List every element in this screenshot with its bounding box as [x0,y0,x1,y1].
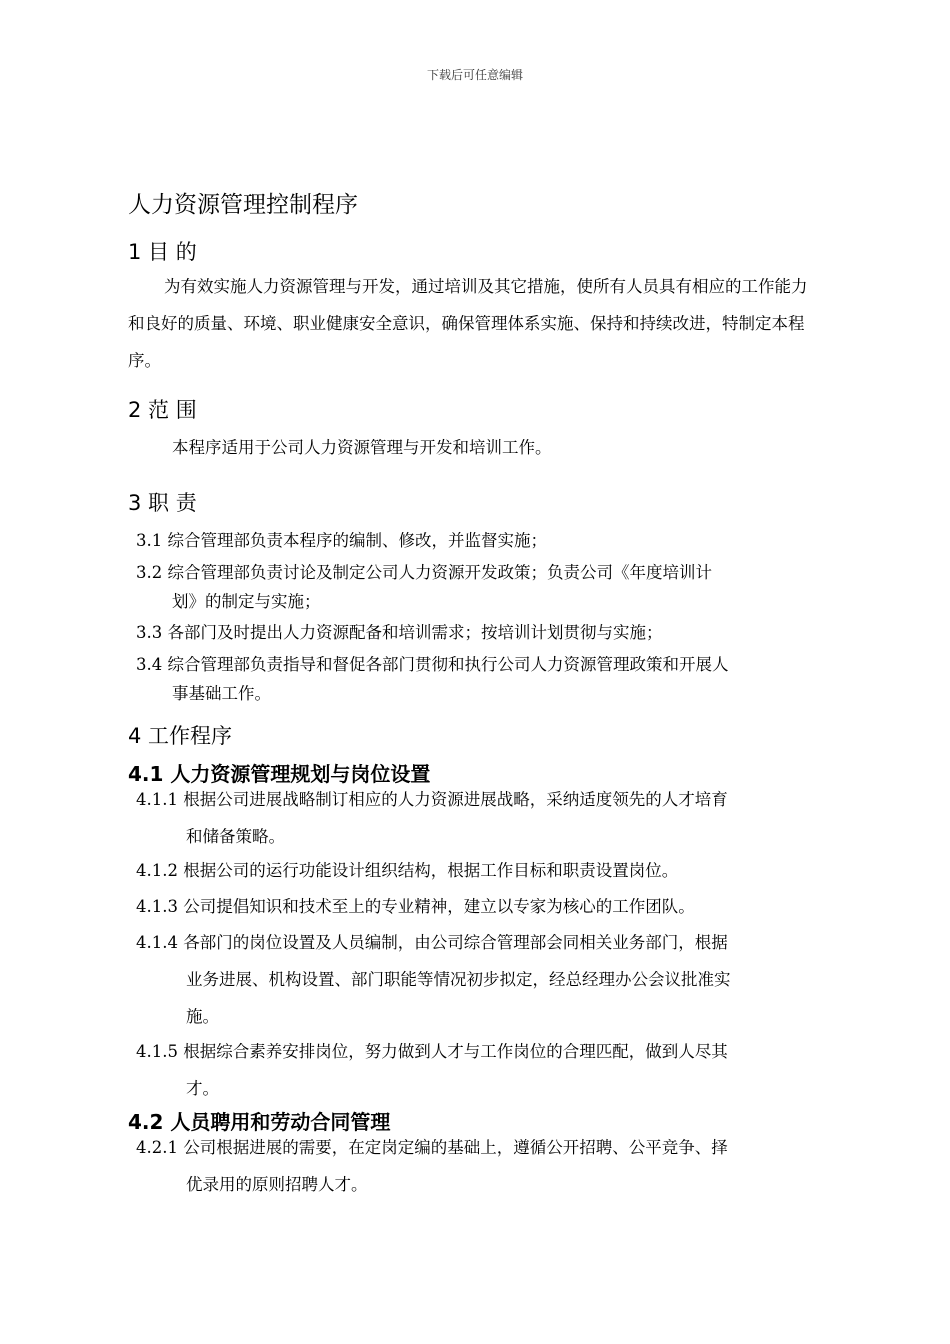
page-header: 下载后可任意编辑 [426,68,523,82]
duty-3-4-line2: 事基础工作。 [172,684,271,703]
section-3-heading: 3 职 责 [128,491,197,515]
item-4-1-1-line2: 和储备策略。 [186,827,285,846]
item-4-1-4-line1: 4.1.4 各部门的岗位设置及人员编制，由公司综合管理部会同相关业务部门，根据 [136,933,728,952]
item-4-1-5-line1: 4.1.5 根据综合素养安排岗位，努力做到人才与工作岗位的合理匹配，做到人尽其 [136,1042,728,1061]
section-2-paragraph: 本程序适用于公司人力资源管理与开发和培训工作。 [172,438,552,457]
duty-3-2-line2: 划》的制定与实施； [172,592,321,611]
item-4-2-1-line1: 4.2.1 公司根据进展的需要，在定岗定编的基础上，遵循公开招聘、公平竞争、择 [136,1138,728,1157]
item-4-2-1-line2: 优录用的原则招聘人才。 [186,1175,368,1194]
item-4-1-5-line2: 才。 [186,1079,219,1098]
subsection-4-1-heading: 4.1 人力资源管理规划与岗位设置 [128,762,431,786]
document-title: 人力资源管理控制程序 [128,192,358,218]
duty-3-2-line1: 3.2 综合管理部负责讨论及制定公司人力资源开发政策；负责公司《年度培训计 [136,563,712,582]
item-4-1-4-line3: 施。 [186,1007,219,1026]
duty-3-4-line1: 3.4 综合管理部负责指导和督促各部门贯彻和执行公司人力资源管理政策和开展人 [136,655,729,674]
item-4-1-1-line1: 4.1.1 根据公司进展战略制订相应的人力资源进展战略，采纳适度领先的人才培育 [136,790,728,809]
subsection-4-2-heading: 4.2 人员聘用和劳动合同管理 [128,1110,391,1134]
section-2-heading: 2 范 围 [128,398,197,422]
section-4-heading: 4 工作程序 [128,724,233,748]
item-4-1-3: 4.1.3 公司提倡知识和技术至上的专业精神，建立以专家为核心的工作团队。 [136,897,695,916]
section-1-paragraph: 为有效实施人力资源管理与开发，通过培训及其它措施，使所有人员具有相应的工作能力和良好的质量、环境、职业健康安全意识，确保管理体系实施、保持和持续改进，特制定本程序。 [128,277,808,370]
item-4-1-2: 4.1.2 根据公司的运行功能设计组织结构，根据工作目标和职责设置岗位。 [136,861,679,880]
item-4-1-4-line2: 业务进展、机构设置、部门职能等情况初步拟定，经总经理办公会议批准实 [186,970,731,989]
duty-3-3: 3.3 各部门及时提出人力资源配备和培训需求；按培训计划贯彻与实施； [136,623,663,642]
duty-3-1: 3.1 综合管理部负责本程序的编制、修改，并监督实施； [136,531,547,550]
section-1-heading: 1 目 的 [128,240,197,264]
